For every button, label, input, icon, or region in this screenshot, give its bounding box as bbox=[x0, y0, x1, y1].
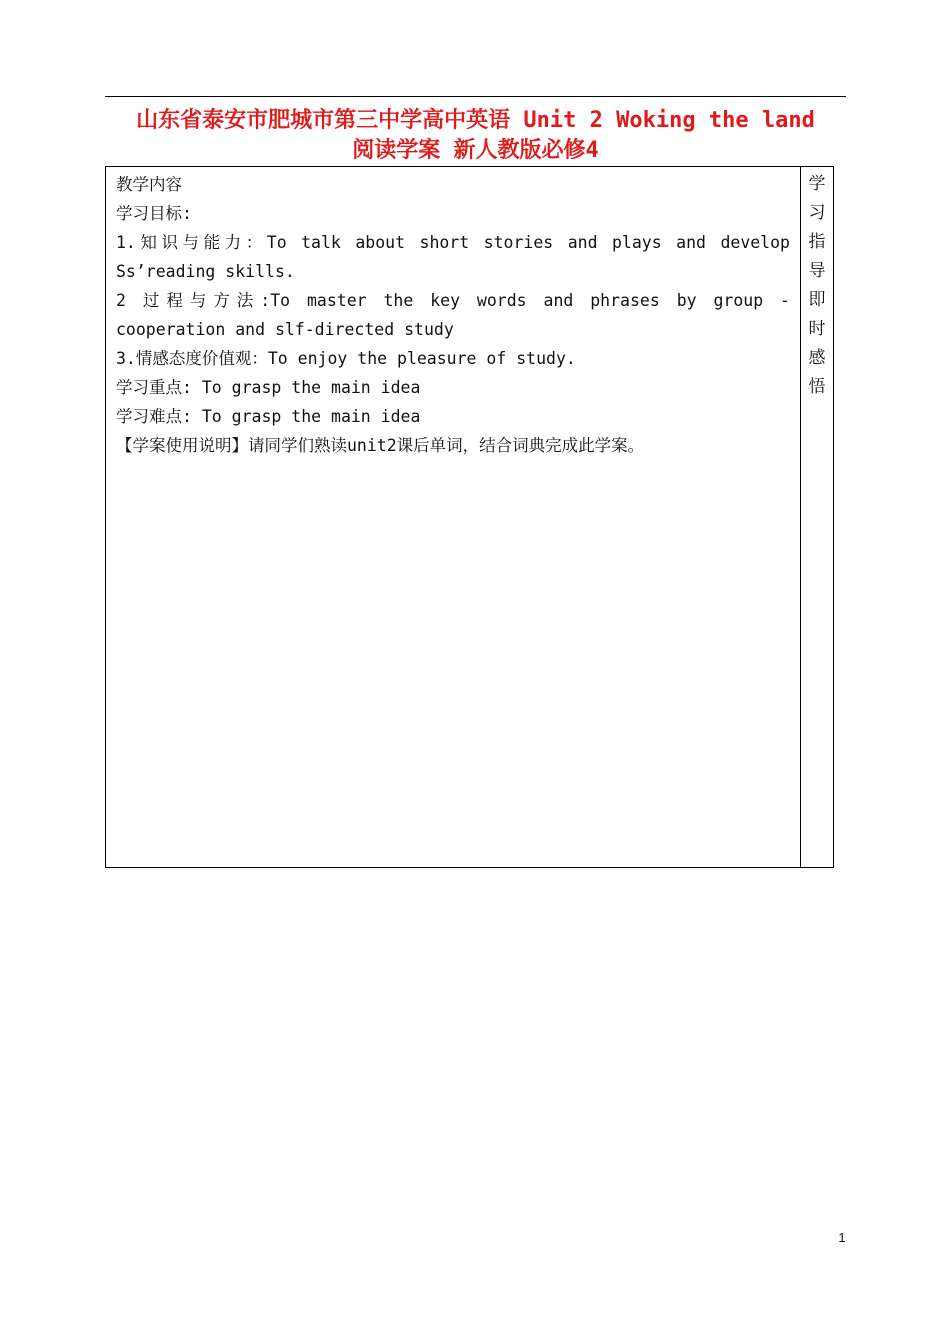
title-line-2: 阅读学案 新人教版必修4 bbox=[352, 138, 599, 163]
side-char: 导 bbox=[808, 261, 826, 281]
side-char: 学 bbox=[808, 174, 826, 194]
page-number: 1 bbox=[838, 1230, 846, 1245]
side-char: 感 bbox=[808, 348, 826, 368]
key-point: 学习重点: To grasp the main idea bbox=[116, 378, 421, 397]
content-cell bbox=[106, 167, 801, 867]
objective-process-line-2: cooperation and slf-directed study bbox=[116, 320, 454, 339]
side-char: 指 bbox=[808, 232, 826, 252]
side-char: 悟 bbox=[808, 377, 826, 397]
objective-knowledge-line-2: Ss’reading skills. bbox=[116, 262, 295, 281]
side-char: 时 bbox=[808, 319, 826, 339]
objective-knowledge-line-1: 1.知识与能力：To talk about short stories and plays and develop bbox=[116, 233, 790, 252]
objective-attitude: 3.情感态度价值观：To enjoy the pleasure of study. bbox=[116, 349, 576, 368]
difficult-point: 学习难点: To grasp the main idea bbox=[116, 407, 421, 426]
learning-guidance-column bbox=[801, 167, 833, 867]
study-guide-table bbox=[105, 166, 834, 868]
side-char: 即 bbox=[808, 290, 826, 310]
side-char: 习 bbox=[808, 203, 826, 223]
section-heading-teaching-content: 教学内容 bbox=[116, 175, 182, 194]
usage-instructions: 【学案使用说明】请同学们熟读unit2课后单词，结合词典完成此学案。 bbox=[116, 436, 645, 455]
learning-objectives-heading: 学习目标: bbox=[116, 204, 192, 223]
title-line-1: 山东省泰安市肥城市第三中学高中英语 Unit 2 Woking the land bbox=[136, 108, 815, 133]
objective-process-line-1: 2 过程与方法:To master the key words and phrases by group - bbox=[116, 291, 790, 310]
document-title bbox=[105, 106, 846, 166]
header-rule bbox=[105, 96, 846, 97]
